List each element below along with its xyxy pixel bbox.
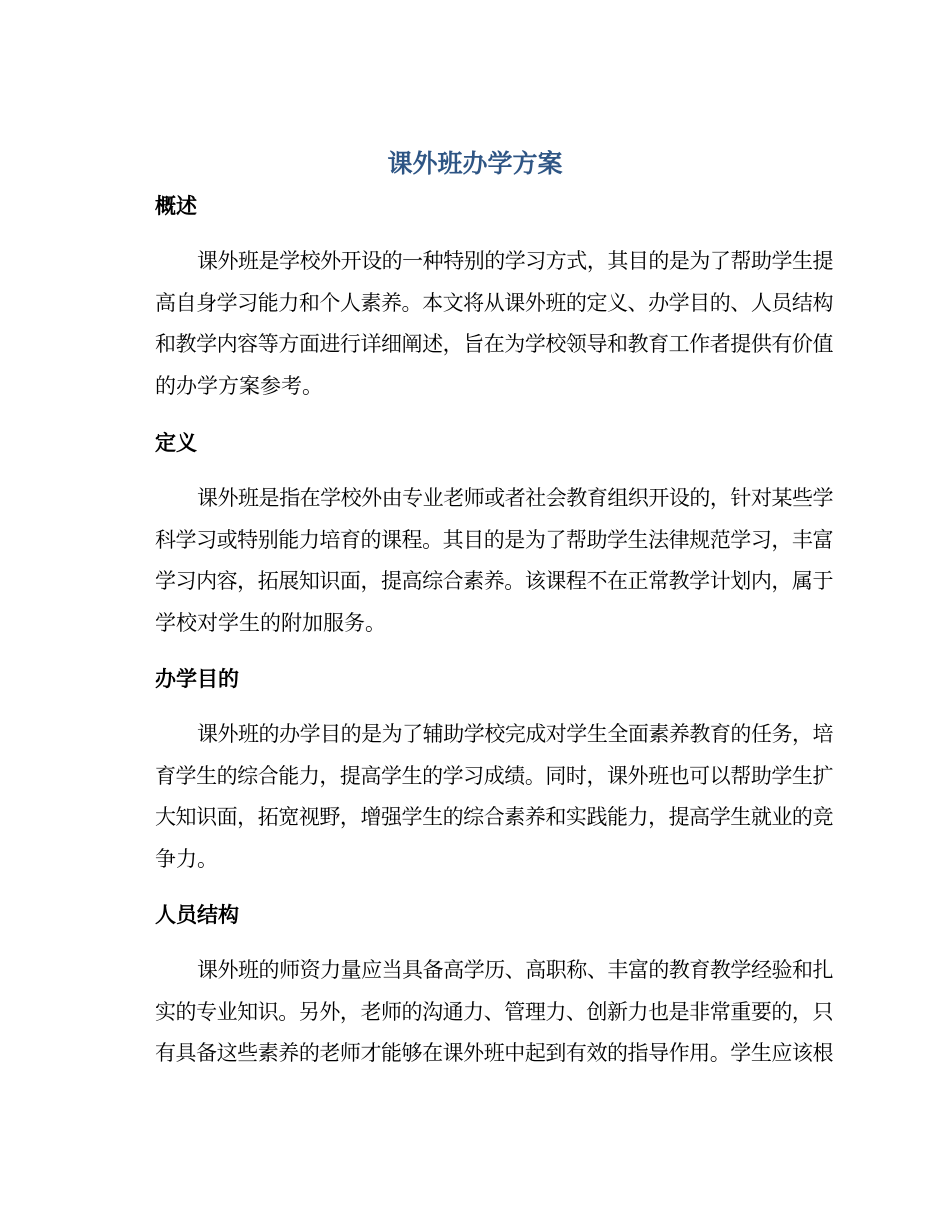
paragraph-line: 争力。	[155, 846, 218, 871]
paragraph-line: 大知识面，拓宽视野，增强学生的综合素养和实践能力，提高学生就业的竞	[155, 805, 833, 829]
paragraph-line: 和教学内容等方面进行详细阐述，旨在为学校领导和教育工作者提供有价值	[155, 332, 833, 356]
section-heading-purpose: 办学目的	[155, 667, 239, 691]
paragraph-line: 课外班是学校外开设的一种特别的学习方式，其目的是为了帮助学生提	[197, 249, 833, 273]
paragraph-line: 高自身学习能力和个人素养。本文将从课外班的定义、办学目的、人员结构	[155, 290, 833, 315]
paragraph-line: 科学习或特别能力培育的课程。其目的是为了帮助学生法律规范学习，丰富	[155, 527, 833, 552]
section-paragraph-overview	[113, 241, 833, 407]
paragraph-line: 育学生的综合能力，提高学生的学习成绩。同时，课外班也可以帮助学生扩	[155, 763, 833, 788]
paragraph-line: 的办学方案参考。	[155, 373, 323, 398]
section-heading-overview: 概述	[155, 194, 197, 218]
document-title: 课外班办学方案	[387, 149, 563, 178]
paragraph-line: 学校对学生的附加服务。	[155, 610, 386, 635]
section-paragraph-staffing	[113, 950, 833, 1075]
section-paragraph-definition	[113, 478, 833, 644]
paragraph-line: 有具备这些素养的老师才能够在课外班中起到有效的指导作用。学生应该根	[155, 1041, 833, 1065]
paragraph-line: 课外班是指在学校外由专业老师或者社会教育组织开设的，针对某些学	[197, 486, 833, 510]
section-paragraph-purpose	[113, 714, 833, 880]
paragraph-line: 实的专业知识。另外，老师的沟通力、管理力、创新力也是非常重要的，只	[155, 999, 833, 1024]
paragraph-line: 课外班的师资力量应当具备高学历、高职称、丰富的教育教学经验和扎	[197, 958, 833, 982]
section-heading-staffing: 人员结构	[155, 903, 239, 927]
section-heading-definition: 定义	[155, 431, 197, 455]
paragraph-line: 课外班的办学目的是为了辅助学校完成对学生全面素养教育的任务，培	[197, 722, 833, 746]
paragraph-line: 学习内容，拓展知识面，提高综合素养。该课程不在正常教学计划内，属于	[155, 569, 833, 593]
